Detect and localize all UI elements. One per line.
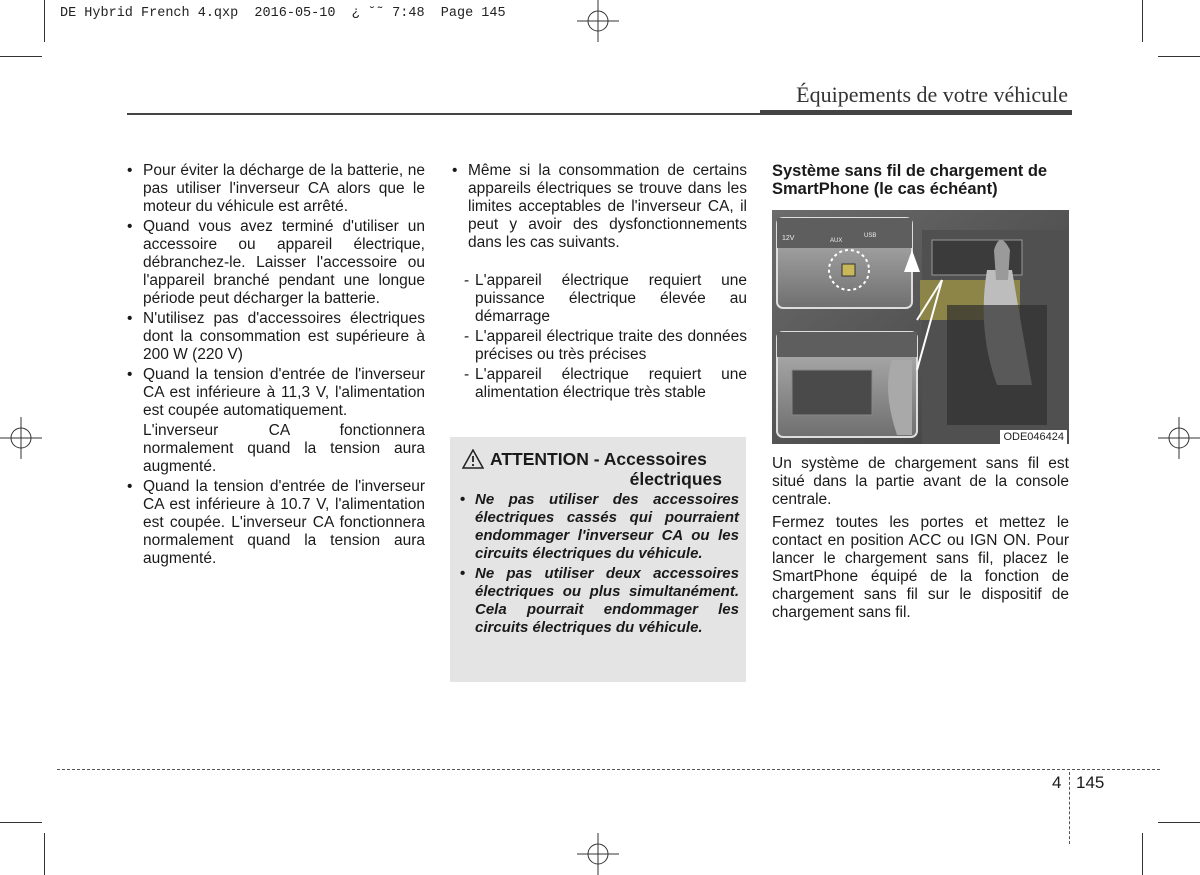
crop-mark bbox=[0, 822, 42, 823]
list-item: • Même si la consommation de certains appareils électriques se trouve dans les limites acceptables de l'inverseur CA, il peut y avoir des dysfonctionnements dans les cas suivants. bbox=[450, 162, 747, 252]
attention-title-line1: ATTENTION - Accessoires bbox=[490, 449, 707, 469]
list-item: • Pour éviter la décharge de la batterie, ne pas utiliser l'inverseur CA alors que le moteur du véhicule est arrêté. bbox=[125, 162, 425, 216]
dash-item: - L'appareil électrique requiert une alimentation électrique très stable bbox=[450, 366, 747, 402]
photo-label-12v: 12V bbox=[782, 235, 795, 242]
attention-title-line2: électriques bbox=[629, 469, 722, 489]
chapter-number: 4 bbox=[1052, 773, 1062, 792]
section-title: Équipements de votre véhicule bbox=[796, 82, 1068, 107]
crop-mark bbox=[1158, 56, 1200, 57]
header-rule-accent bbox=[760, 110, 1072, 115]
attention-title bbox=[462, 449, 740, 489]
middle-column bbox=[450, 162, 747, 404]
list-item-continuation: L'inverseur CA fonctionnera normalement quand la tension aura augmenté. bbox=[143, 422, 425, 475]
right-column bbox=[772, 162, 1069, 198]
page-number: 145 bbox=[1076, 773, 1105, 792]
attention-list bbox=[458, 491, 739, 639]
list-item: • N'utilisez pas d'accessoires électriques dont la consommation est supérieure à 200 W (220 V) bbox=[125, 310, 425, 364]
crop-mark bbox=[1142, 833, 1143, 875]
console-photo bbox=[772, 210, 1069, 444]
photo-label-usb: USB bbox=[864, 233, 877, 239]
photo-label-aux: AUX bbox=[830, 238, 843, 244]
wireless-charging-heading: Système sans fil de chargement de SmartPhone (le cas échéant) bbox=[772, 162, 1048, 198]
left-bullet-list-2 bbox=[125, 478, 425, 568]
crop-mark bbox=[1142, 0, 1143, 42]
wireless-charging-paragraph-2: Fermez toutes les portes et mettez le contact en position ACC ou IGN ON. Pour lancer le chargement sans fil, placez le SmartPhone équipé de la fonction de chargement sans fil sur le dispositif de chargement sans fil. bbox=[772, 514, 1069, 621]
list-item: • Quand la tension d'entrée de l'inverseur CA est inférieure à 10.7 V, l'alimentation est coupée. L'inverseur CA fonctionnera normalement quand la tension aura augmenté. bbox=[125, 478, 425, 568]
wireless-charging-paragraph-1: Un système de chargement sans fil est situé dans la partie avant de la console centrale. bbox=[772, 455, 1069, 508]
crop-mark bbox=[0, 56, 42, 57]
crop-mark bbox=[1158, 822, 1200, 823]
registration-mark-icon bbox=[577, 0, 619, 42]
registration-mark-icon bbox=[0, 417, 42, 459]
footer-divider bbox=[1069, 772, 1070, 844]
left-bullet-list bbox=[125, 162, 425, 420]
registration-mark-icon bbox=[577, 833, 619, 875]
dash-item: - L'appareil électrique requiert une puissance électrique élevée au démarrage bbox=[450, 272, 747, 326]
crop-mark bbox=[44, 833, 45, 875]
attention-box bbox=[450, 437, 746, 682]
footer-rule bbox=[57, 769, 1160, 770]
dash-list bbox=[450, 272, 747, 402]
crop-mark bbox=[44, 0, 45, 42]
middle-bullet-list bbox=[450, 162, 747, 252]
warning-icon bbox=[462, 449, 484, 469]
attention-item: • Ne pas utiliser deux accessoires électriques ou plus simultanément. Cela pourrait endommager les circuits électriques du véhicule. bbox=[458, 565, 739, 637]
console-illustration bbox=[772, 210, 1069, 444]
registration-mark-icon bbox=[1158, 417, 1200, 459]
dash-item: - L'appareil électrique traite des données précises ou très précises bbox=[450, 328, 747, 364]
left-column bbox=[125, 162, 425, 570]
list-item: • Quand la tension d'entrée de l'inverseur CA est inférieure à 11,3 V, l'alimentation est coupée automatiquement. bbox=[125, 366, 425, 420]
photo-code: ODE046424 bbox=[1000, 430, 1067, 444]
attention-item: • Ne pas utiliser des accessoires électriques cassés qui pourraient endommager l'inverseur CA ou les circuits électriques du véhicule. bbox=[458, 491, 739, 563]
print-header: DE Hybrid French 4.qxp 2016-05-10 ¿ ˘˜ 7:48 Page 145 bbox=[60, 6, 506, 21]
list-item: • Quand vous avez terminé d'utiliser un accessoire ou appareil électrique, débranchez-le. Laisser l'accessoire ou l'appareil branché pendant une longue période peut décharger la batterie. bbox=[125, 218, 425, 308]
